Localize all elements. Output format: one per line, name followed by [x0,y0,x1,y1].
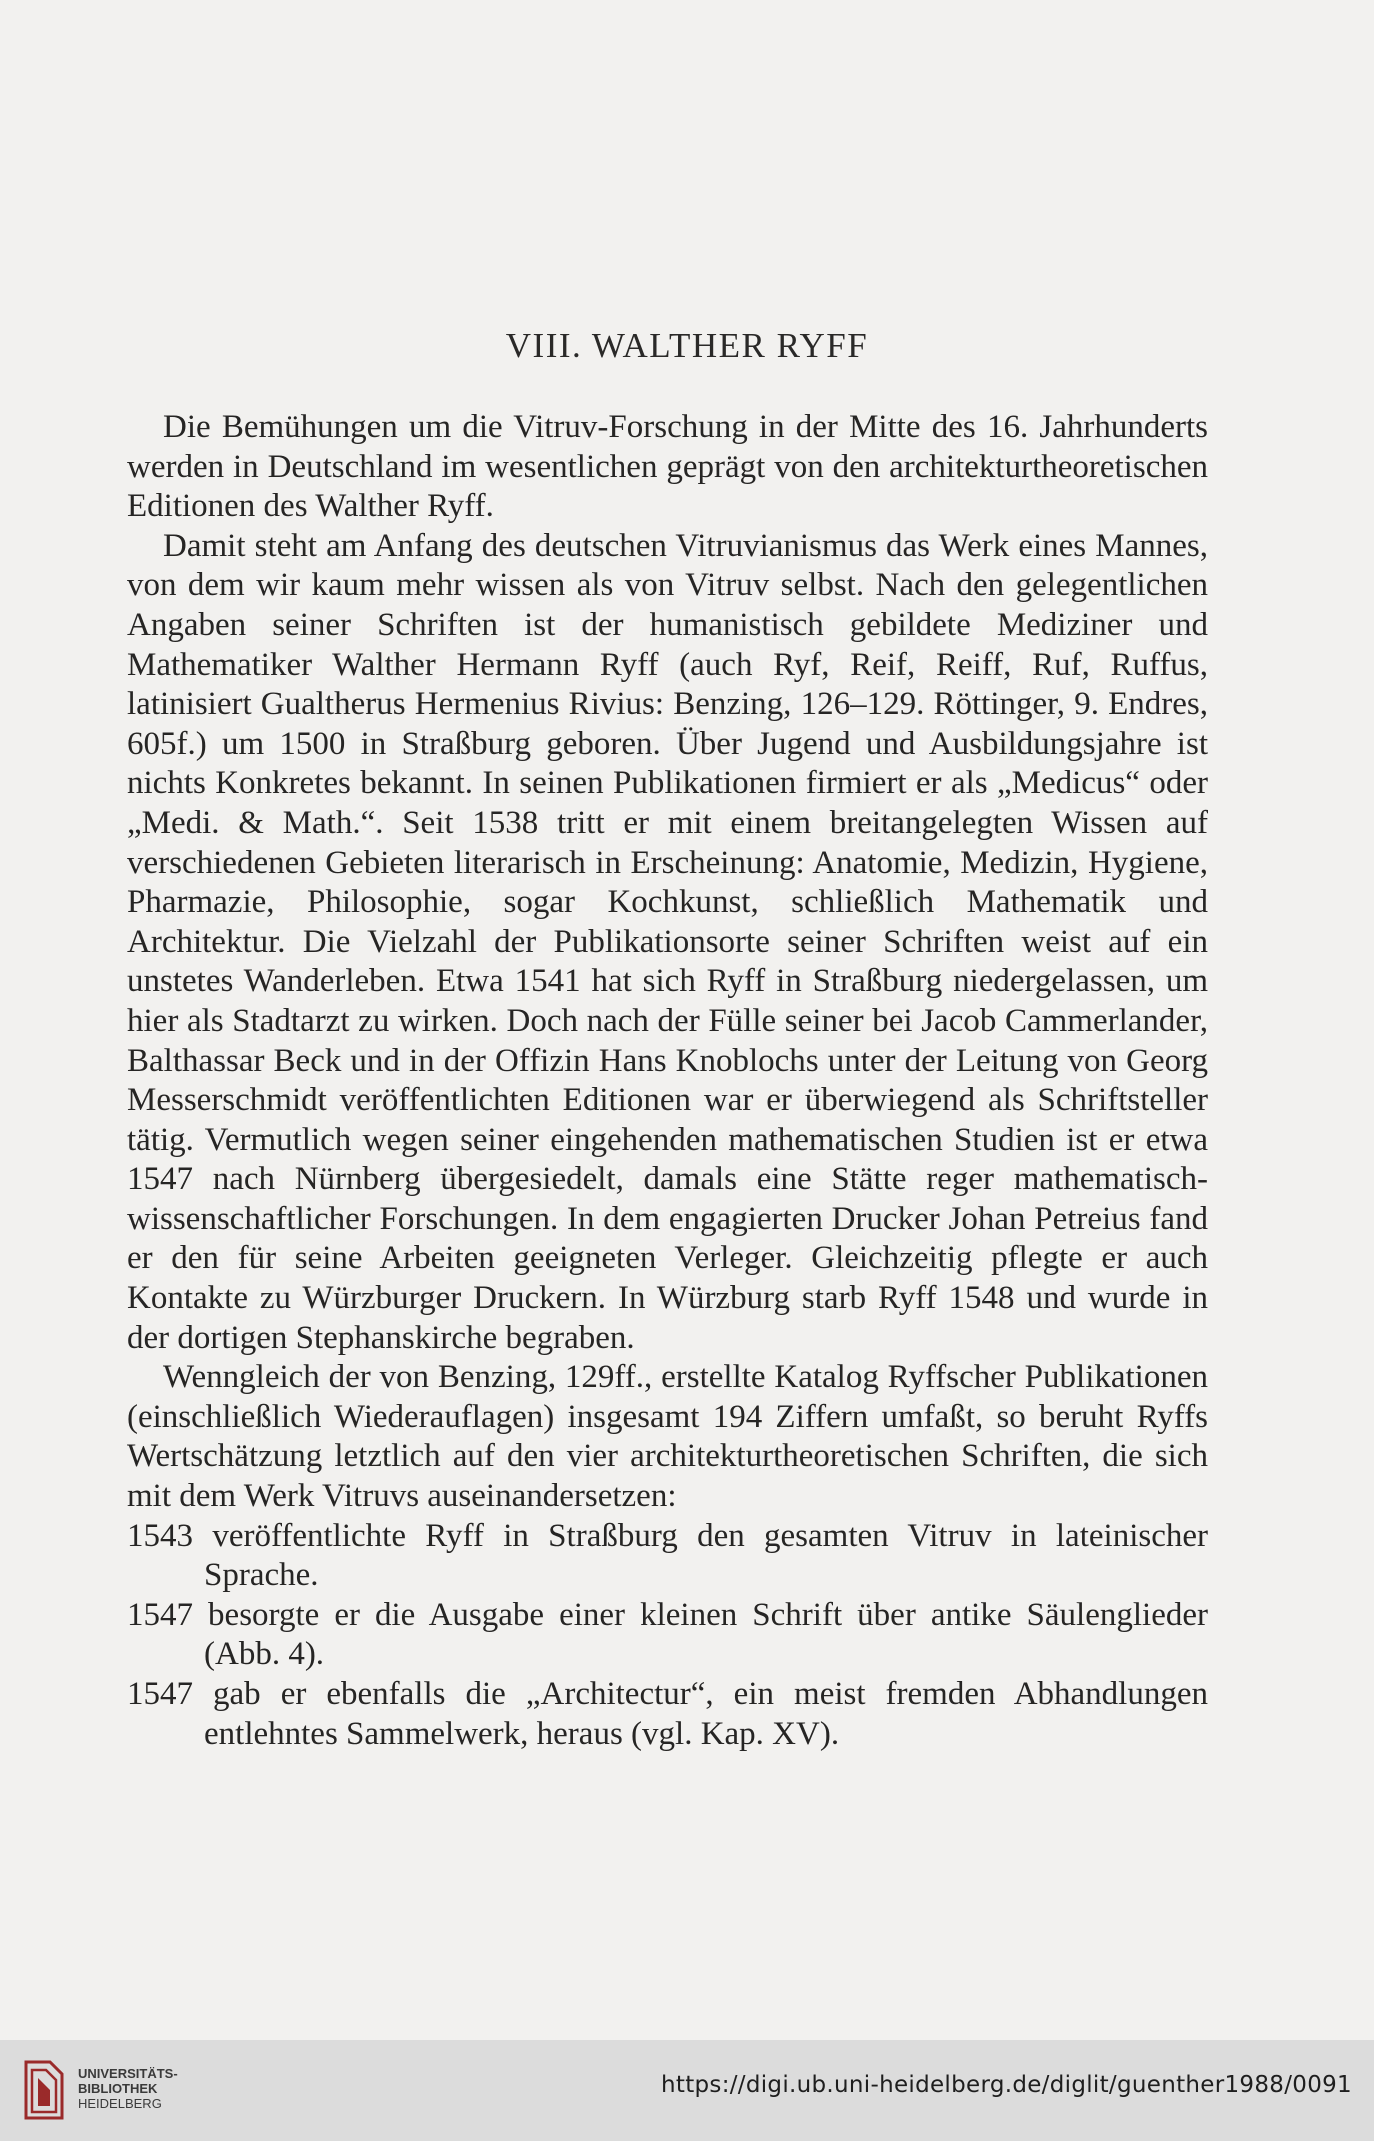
library-name-line: UNIVERSITÄTS- [78,2066,178,2081]
list-item: 1547 gab er ebenfalls die „Architectur“, ein meist fremden Abhandlungen entlehntes Sammelwerk, heraus (vgl. Kap. XV). [127,1676,1208,1752]
bleed-through-header [128,110,1228,190]
body-text [127,408,1208,1754]
viewer-footer [0,2040,1374,2141]
paragraph: Damit steht am Anfang des deutschen Vitruvianismus das Werk eines Mannes, von dem wir kaum mehr wissen als von Vitruv selbst. Nach den gelegentlichen Angaben seiner Schriften ist der humanistisch gebildete Mediziner und Mathematiker Walther Hermann Ryff (auch Ryf, Reif, Reiff, Ruf, Ruffus, latinisiert Gualtherus Hermenius Rivius: Benzing, 126–129. Röttinger, 9. Endres, 605f.) um 1500 in Straßburg geboren. Über Jugend und Ausbildungsjahre ist nichts Konkretes bekannt. In seinen Publikationen firmiert er als „Medicus“ oder „Medi. & Math.“. Seit 1538 tritt er mit einem breitangelegten Wissen auf verschiedenen Gebieten literarisch in Erscheinung: Anatomie, Medizin, Hygiene, Pharmazie, Philosophie, sogar Kochkunst, schließlich Mathematik und Architektur. Die Vielzahl der Publikationsorte seiner Schriften weist auf ein unstetes Wanderleben. Etwa 1541 hat sich Ryff in Straßburg niedergelassen, um hier als Stadtarzt zu wirken. Doch nach der Fülle seiner bei Jacob Cammerlander, Balthassar Beck und in der Offizin Hans Knoblochs unter der Leitung von Georg Messerschmidt veröffentlichten Editionen war er überwiegend als Schriftsteller tätig. Vermutlich wegen seiner eingehenden mathematischen Studien ist er etwa 1547 nach Nürnberg übergesiedelt, damals eine Stätte reger mathematisch-wissenschaftlicher Forschungen. In dem engagierten Drucker Johan Petreius fand er den für seine Arbeiten geeigneten Verleger. Gleichzeitig pflegte er auch Kontakte zu Würzburger Druckern. In Würzburg starb Ryff 1548 und wurde in der dortigen Stephanskirche begraben. [127,527,1208,1356]
paragraph: Wenngleich der von Benzing, 129ff., erstellte Katalog Ryffscher Publikationen (einschließlich Wiederauflagen) insgesamt 194 Ziffern umfaßt, so beruht Ryffs Wertschätzung letztlich auf den vier architekturtheoretischen Schriften, die sich mit dem Werk Vitruvs auseinandersetzen: [127,1359,1208,1515]
library-name-line: BIBLIOTHEK [78,2081,158,2096]
chapter-title: VIII. WALTHER RYFF [505,326,869,365]
library-name-line: HEIDELBERG [78,2096,162,2111]
list-item: 1547 besorgte er die Ausgabe einer kleinen Schrift über antike Säulenglieder (Abb. 4). [127,1596,1208,1673]
library-logo-icon [16,2056,68,2124]
list-item: 1543 veröffentlichte Ryff in Straßburg den gesamten Vitruv in lateinischer Sprache. [127,1517,1208,1594]
library-name [78,2066,178,2111]
permalink-url[interactable]: https://digi.ub.uni-heidelberg.de/diglit/guenther1988/0091 [661,2072,1352,2098]
paragraph: Die Bemühungen um die Vitruv-Forschung in der Mitte des 16. Jahrhunderts werden in Deutschland im wesentlichen geprägt von den architekturtheoretischen Editionen des Walther Ryff. [127,409,1208,525]
